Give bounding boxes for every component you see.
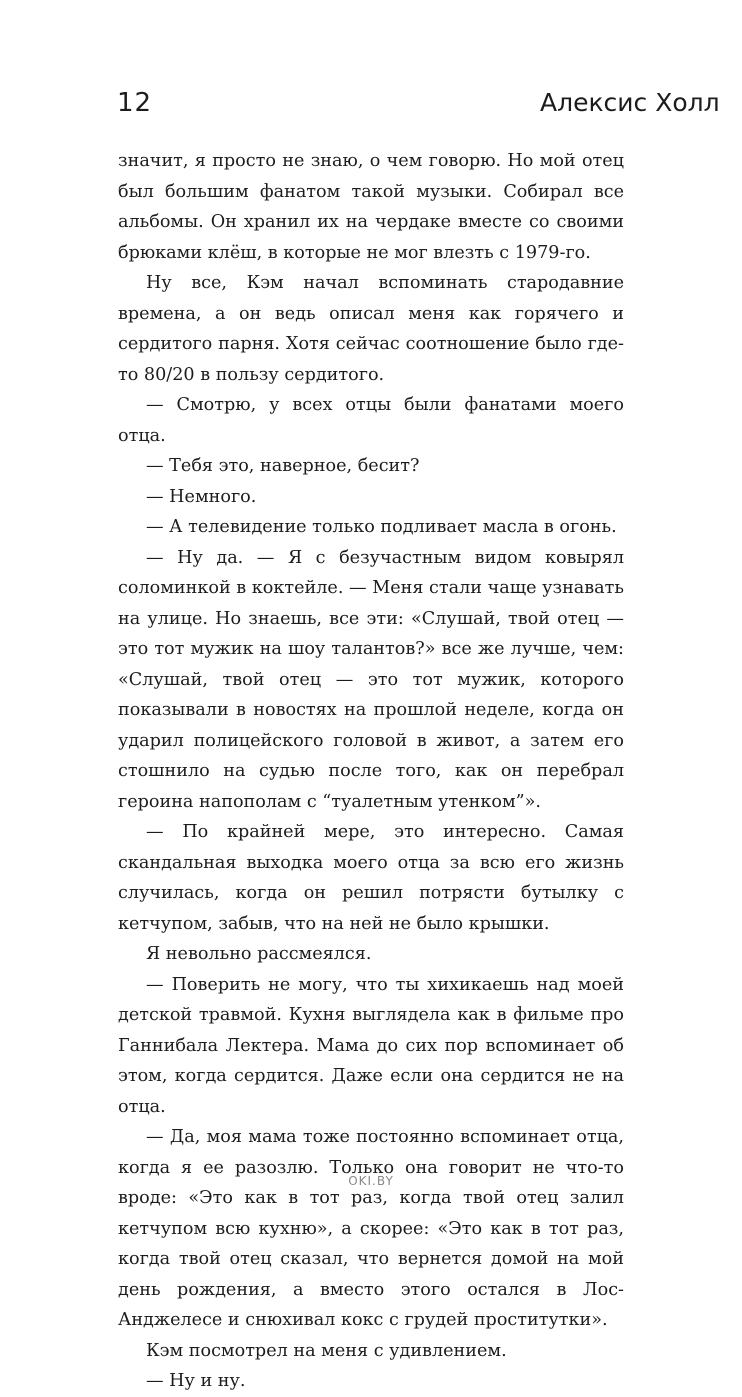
paragraph: — Ну да. — Я с безучастным видом ковырял соломинкой в коктейле. — Меня стали чаще узнавать на улице. Но знаешь, все эти: «Слушай, твой отец — это тот мужик на шоу талантов?» все же лучше, чем: «Слушай, твой отец — это тот мужик, которого показывали в новостях на прошлой неделе, когда он ударил полицейского головой в живот, а затем его стошнило на судью после того, как он перебрал героина напополам с “туалетным утенком”».: [118, 547, 624, 812]
paragraph: — Немного.: [146, 486, 257, 507]
running-header-author: Алексис Холл: [540, 88, 720, 117]
paragraph: — Смотрю, у всех отцы были фанатами моего отца.: [118, 395, 624, 446]
paragraph: — Поверить не могу, что ты хихикаешь над моей детской травмой. Кухня выглядела как в фильме про Ганнибала Лектера. Мама до сих пор вспоминает об этом, когда сердится. Даже если она сердится не на отца.: [118, 974, 624, 1117]
paragraph: значит, я просто не знаю, о чем говорю. Но мой отец был большим фанатом такой музыки. Собирал все альбомы. Он хранил их на чердаке вместе со своими брюками клёш, в которые не мог влезть с 1979-го.: [118, 151, 624, 263]
paragraph: — Тебя это, наверное, бесит?: [146, 456, 420, 476]
site-watermark: OKI.BY: [348, 1174, 394, 1188]
paragraph: Кэм посмотрел на меня с удивлением.: [146, 1340, 507, 1361]
body-text: [118, 146, 624, 1397]
paragraph: Ну все, Кэм начал вспоминать стародавние времена, а он ведь описал меня как горячего и сердитого парня. Хотя сейчас соотношение было где-то 80/20 в пользу сердитого.: [118, 273, 624, 385]
page-number: 12: [117, 88, 153, 118]
paragraph: Я невольно рассмеялся.: [146, 944, 372, 964]
paragraph: — По крайней мере, это интересно. Самая скандальная выходка моего отца за всю его жизнь случилась, когда он решил потрясти бутылку с кетчупом, забыв, что на ней не было крышки.: [118, 822, 624, 934]
paragraph: — Ну и ну.: [146, 1371, 246, 1391]
paragraph: — Да, моя мама тоже постоянно вспоминает отца, когда я ее разозлю. Только она говорит не что-то вроде: «Это как в тот раз, когда твой отец залил кетчупом всю кухню», а скорее: «Это как в тот раз, когда твой отец сказал, что вернется домой на мой день рождения, а вместо этого остался в Лос-Анджелесе и снюхивал кокс с грудей проститутки».: [118, 1127, 624, 1330]
paragraph: — А телевидение только подливает масла в огонь.: [146, 517, 617, 537]
